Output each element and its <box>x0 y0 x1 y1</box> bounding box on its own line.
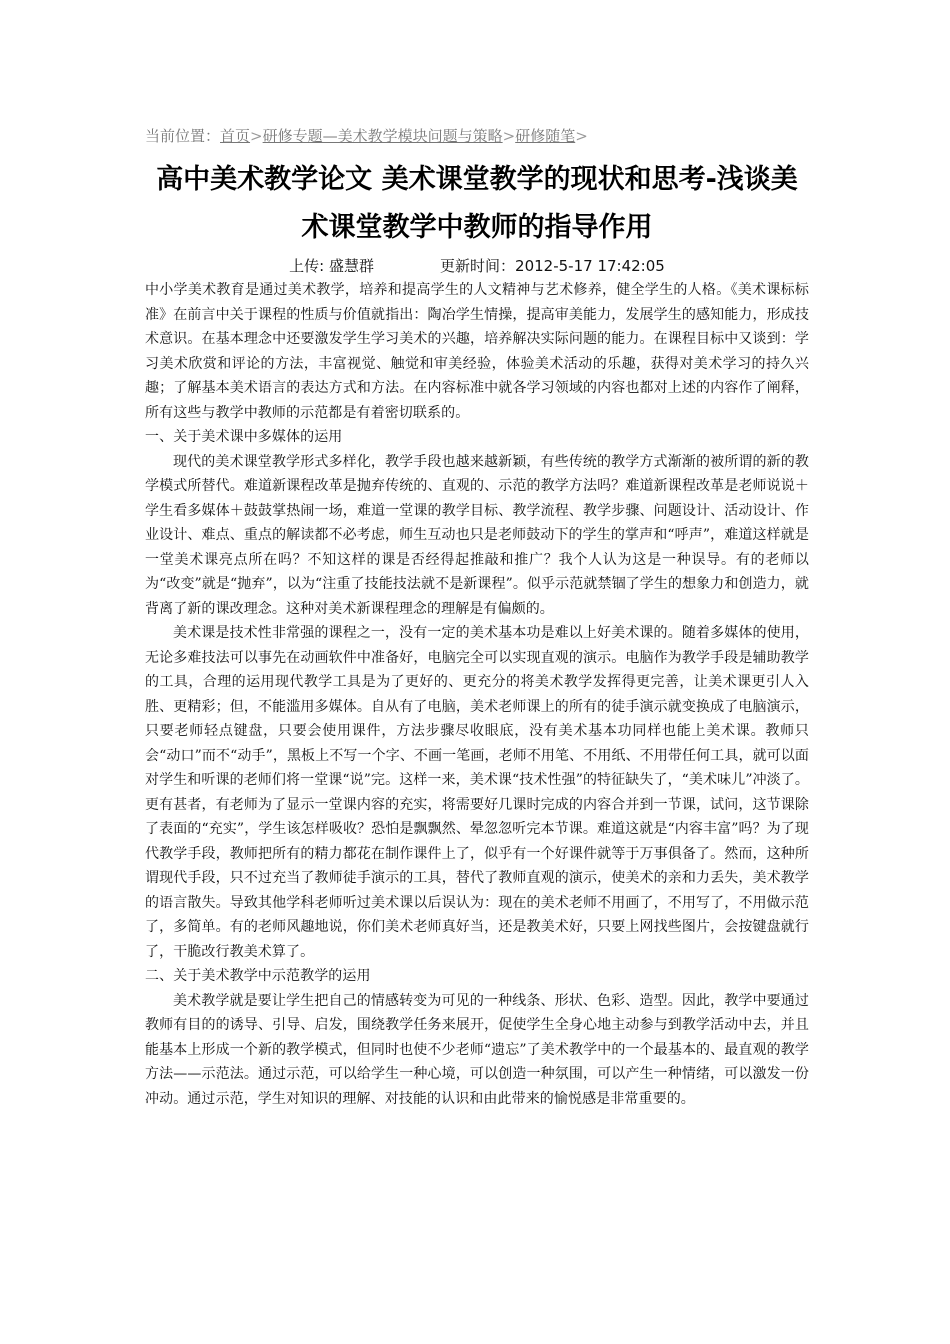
article-title: 高中美术教学论文 美术课堂教学的现状和思考-浅谈美术课堂教学中教师的指导作用 <box>156 164 798 243</box>
updated-time: 2012-5-17 17:42:05 <box>515 257 665 275</box>
article-body <box>145 278 809 1111</box>
breadcrumb-separator: > <box>575 127 588 145</box>
article-page <box>145 120 809 1111</box>
section-heading-demonstration: 二、关于美术教学中示范教学的运用 <box>145 968 371 984</box>
updated-label: 更新时间： <box>440 257 516 275</box>
breadcrumb-link-notes[interactable]: 研修随笔 <box>515 127 576 145</box>
body-paragraph: 现代的美术课堂教学形式多样化，教学手段也越来越新颖，有些传统的教学方式渐渐的被所谓的新的教学模式所替代。难道新课程改革是抛弃传统的、直观的、示范的教学方法吗？难道新课程改革是老师说说＋学生看多媒体＋鼓鼓掌热闹一场，难道一堂课的教学目标、教学流程、教学步骤、问题设计、活动设计、作业设计、难点、重点的解读都不必考虑，师生互动也只是老师鼓动下的学生的掌声和“呼声”，难道这样就是一堂美术课亮点所在吗？不知这样的课是否经得起推敲和推广？我个人认为这是一种误导。有的老师以为“改变”就是“抛弃”，以为“注重了技能技法就不是新课程”。似乎示范就禁锢了学生的想象力和创造力，就背离了新的课改理念。这种对美术新课程理念的理解是有偏颇的。 <box>145 453 809 617</box>
uploader-label: 上传: <box>289 257 325 275</box>
breadcrumb-separator: > <box>250 127 263 145</box>
breadcrumb <box>145 124 809 148</box>
body-paragraph: 美术教学就是要让学生把自己的情感转变为可见的一种线条、形状、色彩、造型。因此，教学中要通过教师有目的的诱导、引导、启发，围绕教学任务来展开，促使学生全身心地主动参与到教学活动中去，并且能基本上形成一个新的教学模式，但同时也使不少老师“遗忘”了美术教学中的一个最基本的、最直观的教学方法——示范法。通过示范，可以给学生一种心境，可以创造一种氛围，可以产生一种情绪，可以激发一份冲动。通过示范，学生对知识的理解、对技能的认识和由此带来的愉悦感是非常重要的。 <box>145 992 809 1107</box>
article-meta <box>145 254 809 278</box>
breadcrumb-link-home[interactable]: 首页 <box>220 127 251 145</box>
breadcrumb-link-topic[interactable]: 研修专题—美术教学模块问题与策略 <box>262 127 503 145</box>
breadcrumb-prefix: 当前位置： <box>145 127 221 145</box>
section-heading-multimedia: 一、关于美术课中多媒体的运用 <box>145 429 343 445</box>
breadcrumb-separator: > <box>502 127 516 145</box>
uploader-name: 盛慧群 <box>329 257 375 275</box>
body-paragraph: 美术课是技术性非常强的课程之一，没有一定的美术基本功是难以上好美术课的。随着多媒体的使用，无论多难技法可以事先在动画软件中准备好，电脑完全可以实现直观的演示。电脑作为教学手段是辅助教学的工具，合理的运用现代教学工具是为了更好的、更充分的将美术教学发挥得更完善，让美术课更引人入胜、更精彩；但，不能滥用多媒体。自从有了电脑，美术老师课上的所有的徒手演示就变换成了电脑演示，只要老师轻点键盘，只要会使用课件，方法步骤尽收眼底，没有美术基本功同样也能上美术课。教师只会“动口”而不“动手”，黑板上不写一个字、不画一笔画，老师不用笔、不用纸、不用带任何工具，就可以面对学生和听课的老师们将一堂课“说”完。这样一来，美术课“技术性强”的特征缺失了，“美术味儿”冲淡了。更有甚者，有老师为了显示一堂课内容的充实，将需要好几课时完成的内容合并到一节课，试问，这节课除了表面的“充实”，学生该怎样吸收？恐怕是飘飘然、晕忽忽听完本节课。难道这就是“内容丰富”吗？为了现代教学手段，教师把所有的精力都花在制作课件上了，似乎有一个好课件就等于万事俱备了。然而，这种所谓现代手段，只不过充当了教师徒手演示的工具，替代了教师直观的演示，使美术的亲和力丢失，美术教学的语言散失。导致其他学科老师听过美术课以后误认为：现在的美术老师不用画了，不用写了，不用做示范了，多简单。有的老师风趣地说，你们美术老师真好当，还是教美术好，只要上网找些图片，会按键盘就行了，干脆改行教美术算了。 <box>145 625 809 960</box>
intro-paragraph: 中小学美术教育是通过美术教学，培养和提高学生的人文精神与艺术修养，健全学生的人格。《美术课标标准》在前言中关于课程的性质与价值就指出：陶冶学生情操，提高审美能力，发展学生的感知能力，形成技术意识。在基本理念中还要激发学生学习美术的兴趣，培养解决实际问题的能力。在课程目标中又谈到：学习美术欣赏和评论的方法，丰富视觉、触觉和审美经验，体验美术活动的乐趣，获得对美术学习的持久兴趣；了解基本美术语言的表达方式和方法。在内容标准中就各学习领域的内容也都对上述的内容作了阐释，所有这些与教学中教师的示范都是有着密切联系的。 <box>145 282 809 421</box>
